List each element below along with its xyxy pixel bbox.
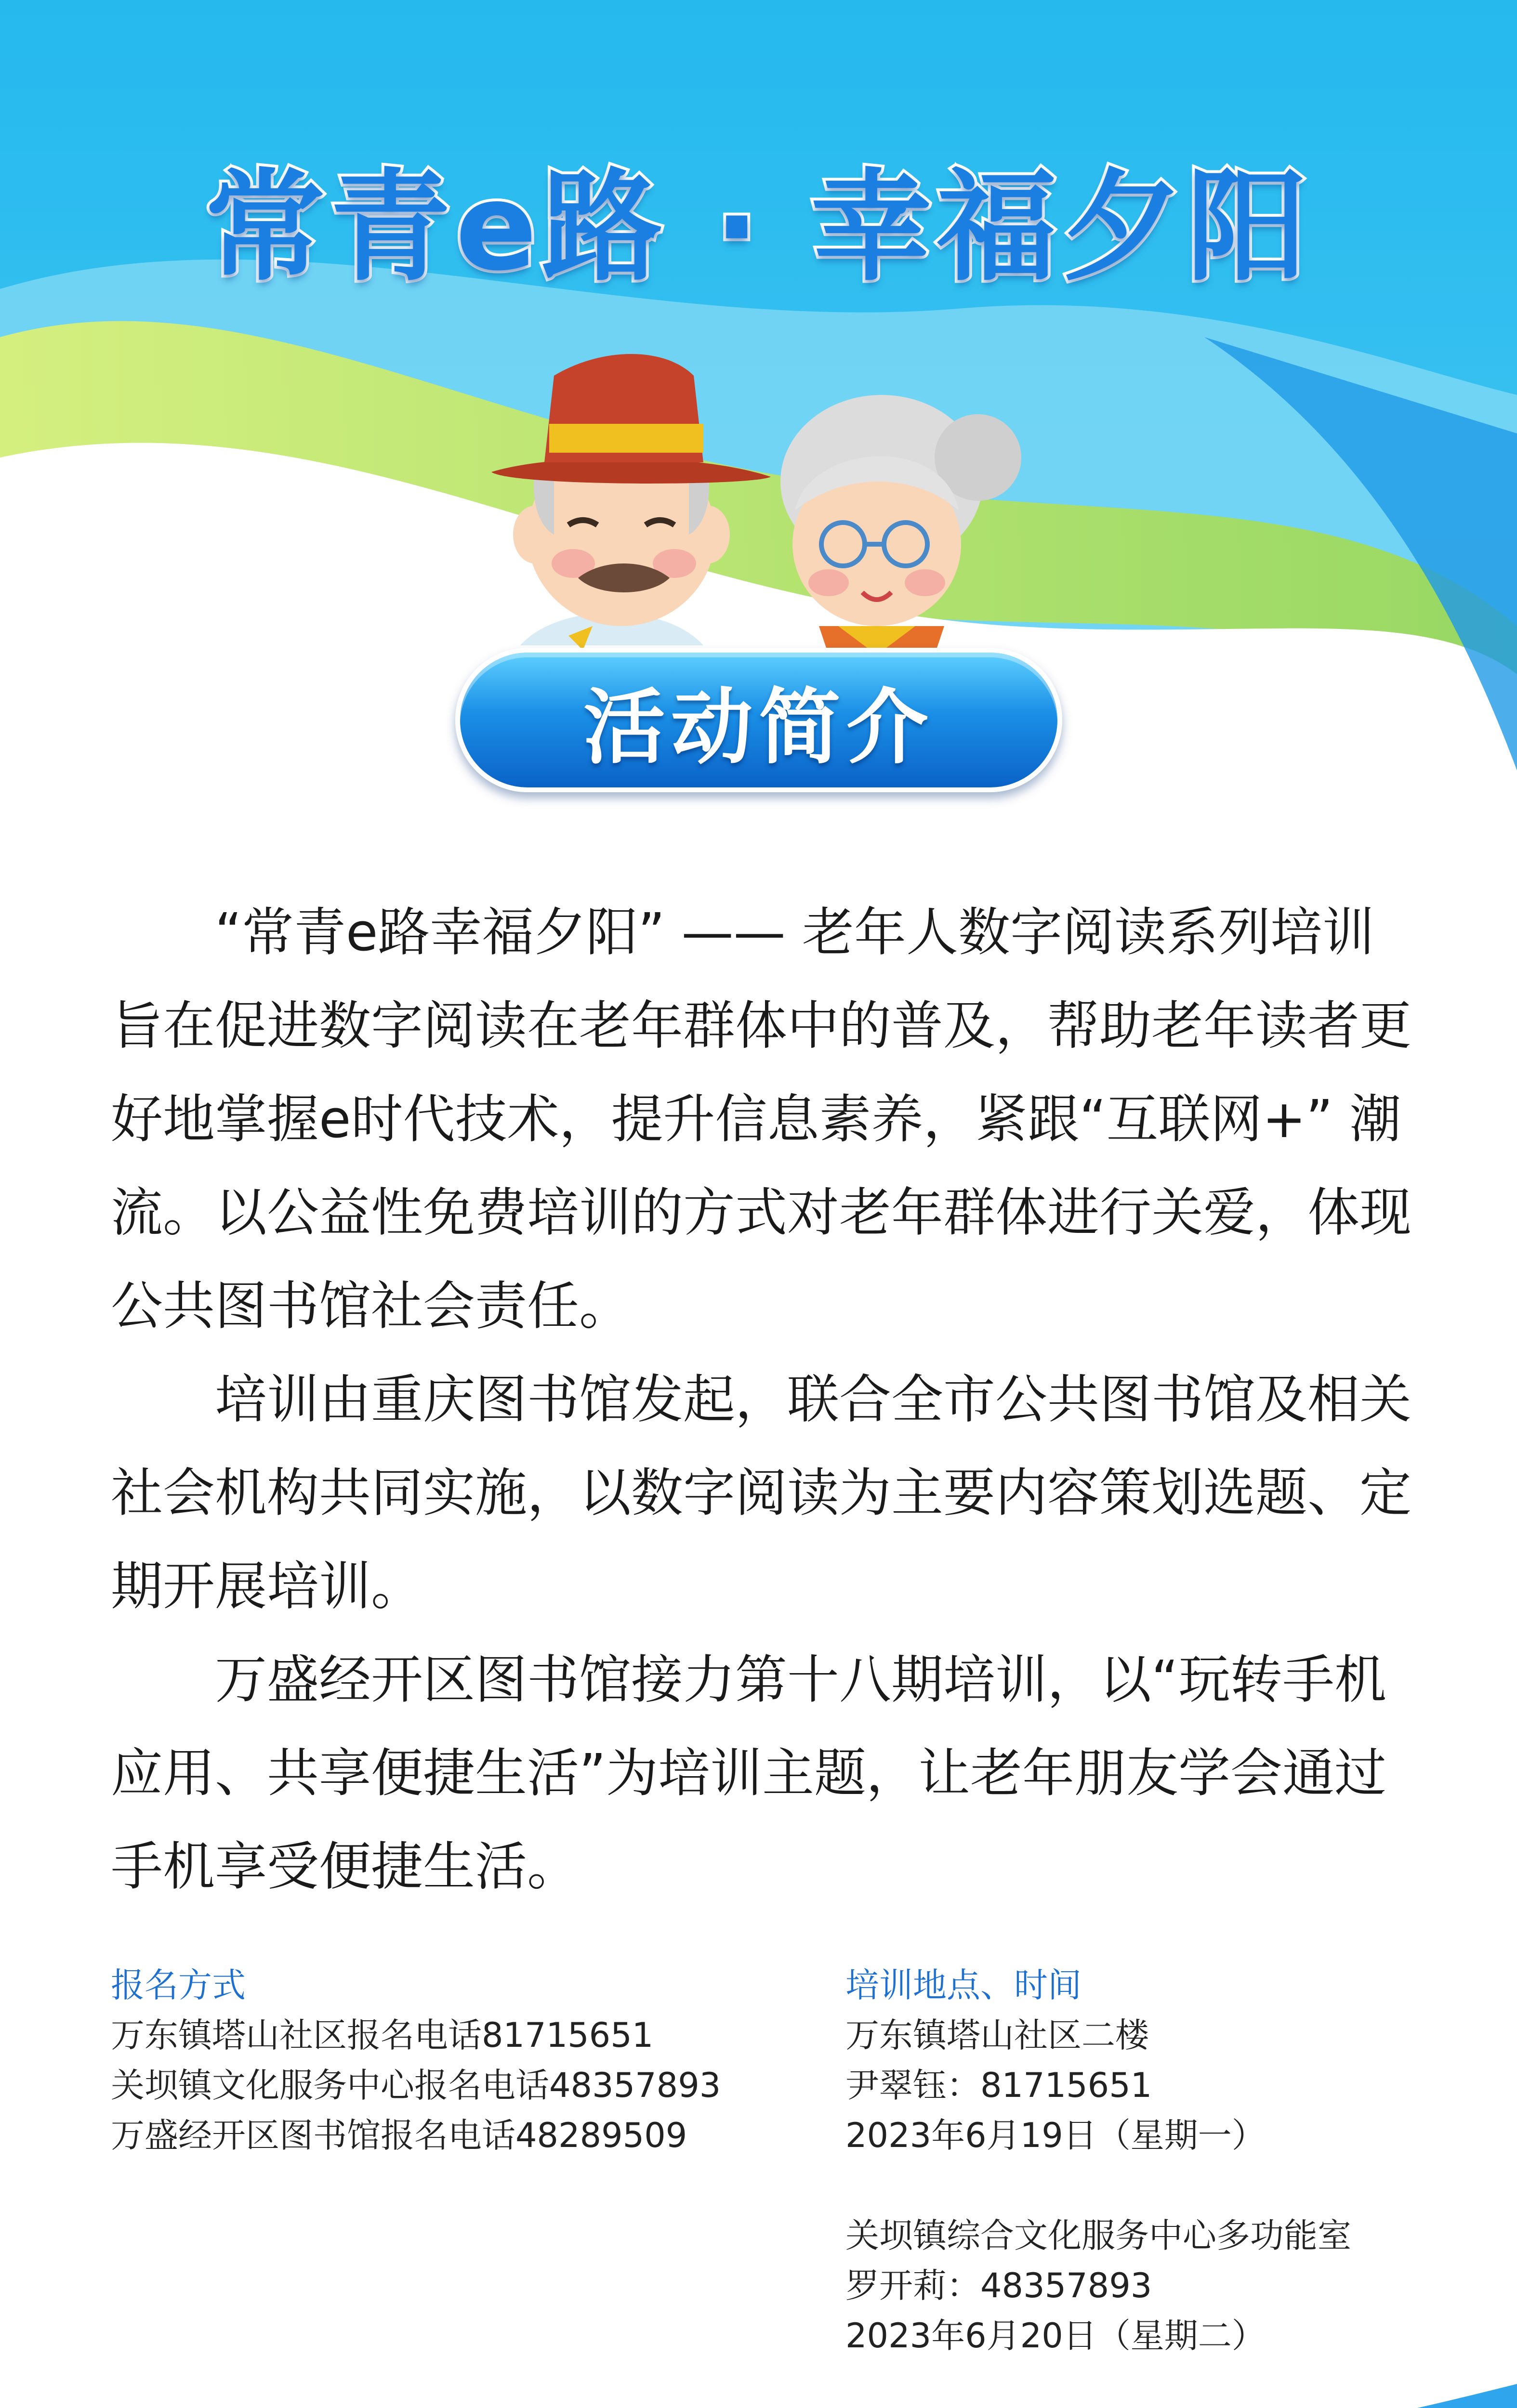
venue-line: 关坝镇综合文化服务中心多功能室 [845,2216,1351,2255]
signup-heading: 报名方式 [111,1965,246,2005]
venue-line: 2023年6月19日（星期一） [845,2116,1266,2155]
venue-line: 2023年6月20日（星期二） [845,2316,1266,2356]
signup-line: 关坝镇文化服务中心报名电话48357893 [111,2066,721,2105]
intro-paragraph: 万盛经开区图书馆接力第十八期培训，以“玩转手机应用、共享便捷生活”为培训主题，让老年朋友学会通过手机享受便捷生活。 [111,1650,1386,1897]
section-pill-label: 活动简介 [583,680,934,775]
intro-paragraph: 培训由重庆图书馆发起，联合全市公共图书馆及相关社会机构共同实施，以数字阅读为主要内容策划选题、定期开展培训。 [111,1370,1412,1617]
intro-text [111,886,1411,1914]
signup-line: 万东镇塔山社区报名电话81715651 [111,2015,654,2055]
signup-info [111,1960,721,2160]
venue-heading: 培训地点、时间 [845,1965,1082,2005]
venue-line: 万东镇塔山社区二楼 [845,2015,1149,2055]
venue-line: 尹翠钰：81715651 [845,2066,1152,2105]
intro-paragraph: “常青e路幸福夕阳” —— 老年人数字阅读系列培训旨在促进数字阅读在老年群体中的普及，帮助老年读者更好地掌握e时代技术，提升信息素养，紧跟“互联网+” 潮流。以公益性免费培训的方式对老年群体进行关爱，体现公共图书馆社会责任。 [111,903,1412,1336]
signup-line: 万盛经开区图书馆报名电话48289509 [111,2116,687,2155]
poster-title: 常青e路 · 幸福夕阳 [205,157,1312,297]
section-pill-badge [455,648,1062,792]
venue-info [845,1960,1351,2361]
venue-line: 罗开莉：48357893 [845,2266,1152,2305]
